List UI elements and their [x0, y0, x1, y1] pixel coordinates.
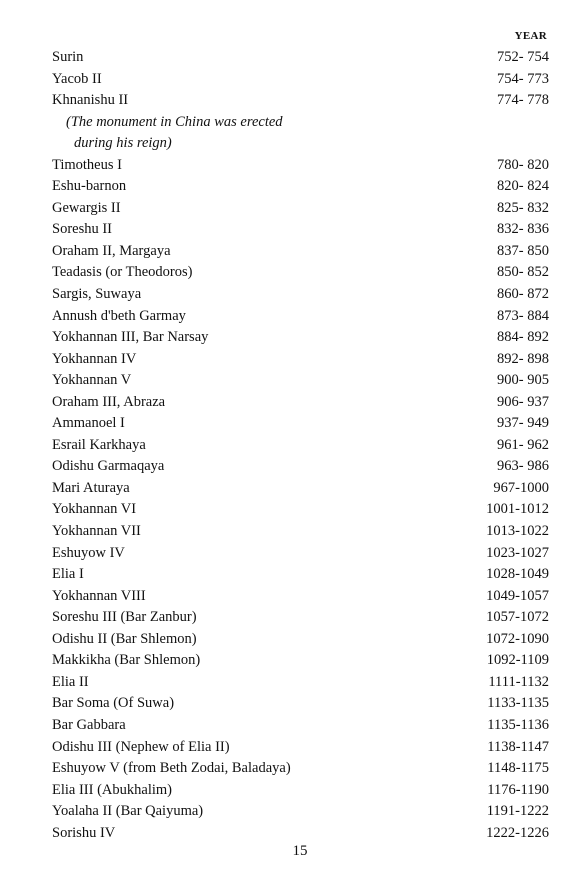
reign-years: 961- 962 [497, 436, 549, 453]
reign-years: 1138-1147 [487, 738, 549, 755]
reign-years: 1023-1027 [486, 544, 549, 561]
reign-years: 900- 905 [497, 372, 549, 389]
entries-list [52, 155, 549, 845]
page-number: 15 [292, 843, 308, 859]
patriarch-name: Makkikha (Bar Shlemon) [52, 652, 201, 669]
list-item [52, 586, 549, 608]
reign-years: 752- 754 [497, 49, 549, 65]
reign-years: 837- 850 [497, 242, 549, 259]
patriarch-name: Ammanoel I [52, 415, 125, 432]
patriarch-name: Surin [52, 49, 84, 65]
reign-years: 963- 986 [497, 458, 549, 475]
reign-years: 1013-1022 [486, 523, 549, 540]
patriarch-name: Sorishu IV [52, 824, 116, 841]
patriarch-name: Elia III (Abukhalim) [52, 781, 172, 798]
reign-years: 937- 949 [497, 415, 549, 432]
list-item [52, 69, 549, 91]
year-column-header: YEAR [514, 30, 547, 42]
patriarch-name: Yokhannan III, Bar Narsay [52, 329, 209, 346]
patriarch-name: Yacob II [52, 70, 102, 87]
list-item [52, 219, 549, 241]
patriarch-name: Yokhannan VIII [52, 587, 146, 604]
reign-years: 1191-1222 [486, 803, 549, 820]
list-item [52, 435, 549, 457]
patriarch-name: Teadasis (or Theodoros) [52, 264, 193, 281]
list-item [52, 650, 549, 672]
list-item [52, 715, 549, 737]
list-item [52, 176, 549, 198]
reign-years: 873- 884 [497, 307, 549, 324]
patriarch-name: Yokhannan V [52, 372, 132, 389]
reign-years: 892- 898 [497, 350, 549, 367]
list-item [52, 155, 549, 177]
list-item [52, 801, 549, 823]
reign-years: 1148-1175 [487, 760, 549, 777]
list-item [52, 693, 549, 715]
reign-years: 774- 778 [497, 92, 549, 109]
reign-years: 850- 852 [497, 264, 549, 281]
patriarch-name: Gewargis II [52, 199, 121, 216]
patriarch-name: Eshu-barnon [52, 178, 127, 195]
list-item [52, 478, 549, 500]
patriarch-name: Oraham II, Margaya [52, 242, 171, 259]
reign-years: 1057-1072 [486, 609, 549, 626]
patriarch-name: Yokhannan IV [52, 350, 137, 367]
reign-years: 832- 836 [497, 221, 549, 238]
list-item [52, 672, 549, 694]
patriarch-name: Soreshu II [52, 221, 113, 238]
list-item [52, 262, 549, 284]
list-item [52, 564, 549, 586]
patriarch-name: Eshuyow IV [52, 544, 125, 561]
patriarch-name: Yoalaha II (Bar Qaiyuma) [52, 803, 204, 820]
list-item [52, 737, 549, 759]
patriarch-list [52, 47, 549, 844]
reign-years: 1111-1132 [488, 673, 549, 690]
patriarch-name: Soreshu III (Bar Zanbur) [52, 609, 197, 626]
patriarch-name: Khnanishu II [52, 92, 129, 109]
list-item [52, 327, 549, 349]
patriarch-name: Bar Gabbara [52, 716, 126, 733]
reign-years: 780- 820 [497, 156, 549, 173]
patriarch-name: Esrail Karkhaya [52, 436, 146, 453]
patriarch-name: Elia I [52, 566, 84, 583]
patriarch-name: Annush d'beth Garmay [52, 307, 186, 324]
reign-years: 906- 937 [497, 393, 549, 410]
patriarch-name: Bar Soma (Of Suwa) [52, 695, 175, 712]
reign-note [52, 112, 549, 155]
patriarch-name: Eshuyow V (from Beth Zodai, Baladaya) [52, 760, 291, 777]
reign-years: 1001-1012 [486, 501, 549, 518]
reign-years: 825- 832 [497, 199, 549, 216]
reign-years: 1072-1090 [486, 630, 549, 647]
patriarch-name: Sargis, Suwaya [52, 286, 142, 303]
patriarch-name: Yokhannan VII [52, 523, 141, 540]
reign-years: 1049-1057 [486, 587, 549, 604]
reign-years: 1133-1135 [487, 695, 549, 712]
list-item [52, 90, 549, 112]
patriarch-name: Elia II [52, 673, 89, 690]
list-item [52, 370, 549, 392]
patriarch-name: Odishu Garmaqaya [52, 458, 165, 475]
reign-years: 967-1000 [493, 479, 549, 496]
patriarch-name: Yokhannan VI [52, 501, 137, 518]
reign-years: 1028-1049 [486, 566, 549, 583]
list-item [52, 392, 549, 414]
reign-years: 820- 824 [497, 178, 549, 195]
reign-years: 884- 892 [497, 329, 549, 346]
list-item [52, 349, 549, 371]
note-line: during his reign) [74, 135, 172, 152]
patriarch-name: Odishu II (Bar Shlemon) [52, 630, 197, 647]
reign-years: 1176-1190 [487, 781, 549, 798]
list-item [52, 521, 549, 543]
list-item [52, 198, 549, 220]
list-item [52, 47, 549, 69]
reign-years: 1092-1109 [486, 652, 549, 669]
patriarch-name: Timotheus I [52, 156, 122, 173]
reign-years: 1222-1226 [486, 824, 549, 841]
note-line: (The monument in China was erected [66, 113, 283, 130]
list-item [52, 629, 549, 651]
patriarch-name: Odishu III (Nephew of Elia II) [52, 738, 230, 755]
patriarch-name: Oraham III, Abraza [52, 393, 166, 410]
list-item [52, 780, 549, 802]
list-item [52, 456, 549, 478]
list-item [52, 543, 549, 565]
patriarch-name: Mari Aturaya [52, 479, 130, 496]
list-item [52, 758, 549, 780]
list-item [52, 499, 549, 521]
reign-years: 860- 872 [497, 286, 549, 303]
reign-years: 754- 773 [497, 70, 549, 87]
list-item [52, 241, 549, 263]
list-item [52, 413, 549, 435]
list-item [52, 284, 549, 306]
list-item [52, 607, 549, 629]
list-item [52, 306, 549, 328]
reign-years: 1135-1136 [487, 716, 549, 733]
list-item [52, 823, 549, 845]
